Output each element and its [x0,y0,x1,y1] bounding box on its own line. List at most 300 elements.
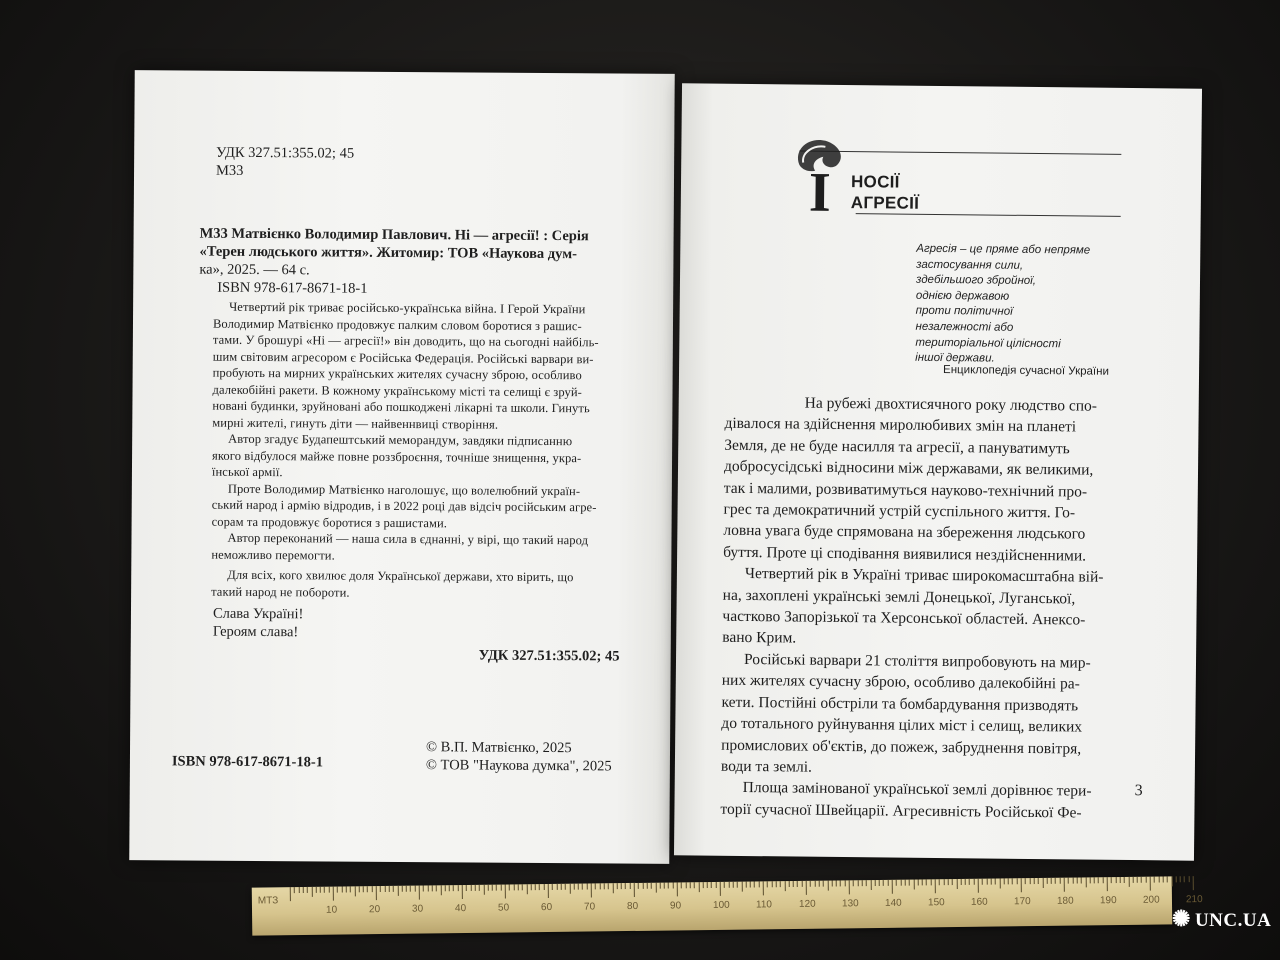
ruler-tick [797,881,798,887]
body-line: На рубежі двохтисячного року людство спо- [804,394,1098,415]
ruler-tick [905,880,906,886]
epigraph-line: здебільшого збройної, [915,273,1037,288]
ruler-tick [862,880,863,886]
ruler-tick [371,886,372,892]
ruler-tick [552,884,553,890]
ruler-tick [857,880,858,886]
ruler-label: 100 [712,899,730,911]
ruler-tick [384,886,385,892]
ruler-tick [930,879,931,885]
ruler-tick [1180,876,1181,882]
ruler-tick [737,882,738,888]
ruler-tick [711,882,712,888]
ruler-tick [879,880,880,886]
body-line: буття. Проте ці сподівання виявилися нездійсненними. [723,543,1087,565]
ruler-tick [943,879,944,885]
ruler-tick [475,885,476,891]
ruler-tick [457,885,458,891]
ruler-tick [1132,877,1133,883]
chapter-title-line-1: НОСІЇ [850,172,900,192]
ruler-tick [470,885,471,891]
ruler-tick [445,885,446,891]
ruler-tick [1008,878,1009,884]
ruler-tick [1184,876,1185,882]
ruler-tick [913,880,914,890]
epigraph-line: застосування сили, [916,258,1024,272]
body-line: так і малими, розвиватимуться науково-технічний про- [723,479,1088,501]
ruler-tick [574,884,575,890]
ruler-tick [926,879,927,885]
body-line: вано Крим. [722,629,797,647]
ruler-tick [1021,878,1022,892]
epigraph-source: Енциклопедія сучасної України [943,364,1109,378]
ruler-tick [1094,877,1095,883]
ruler-tick [715,882,716,888]
ruler-tick [948,879,949,885]
ruler-tick [1115,877,1116,883]
watermark-text: UNC.UA [1194,910,1272,931]
ruler-tick [363,886,364,892]
body-line: ловна увага буде спрямована на збереження людського [723,522,1086,543]
ruler-tick [1029,878,1030,884]
ruler-tick [969,879,970,885]
biblio-line-3: ка», 2025. — 64 с. [199,261,310,279]
body-line: торії сучасної Швейцарії. Агресивність Російської Фе- [720,800,1082,822]
ruler-tick [999,878,1000,888]
ruler-tick [1042,878,1043,888]
ruler-tick [823,881,824,887]
ruler-tick [436,885,437,891]
biblio-line-2: «Терен людського життя». Житомир: ТОВ «Наукова дум- [199,243,577,263]
chapter-numeral: I [808,161,832,224]
ruler-tick [479,885,480,891]
ruler-tick [1163,876,1164,882]
ruler-tick [1137,877,1138,883]
ruler-tick [978,879,979,893]
ruler-tick [290,887,291,901]
ruler-tick [311,887,312,897]
biblio-isbn: ISBN 978-617-8671-18-1 [217,279,368,297]
ruler-label: 200 [1142,894,1160,906]
ruler-tick [960,879,961,885]
ruler-tick [432,885,433,891]
ruler-tick [1055,878,1056,884]
ruler-tick [922,879,923,885]
epigraph-line: Агресія – це пряме або непряме [916,242,1091,257]
ruler-label: 30 [411,903,424,915]
annotation-line: пробують на мирних українських жителях сучасну зброю, особливо [212,365,582,383]
ruler-tick [569,884,570,894]
ruler-tick [1003,878,1004,884]
ruler-maker: МТЗ [257,895,279,907]
ruler-tick [629,883,630,889]
ruler-tick [771,881,772,887]
ruler-tick [840,880,841,886]
ruler-label: 10 [325,904,338,916]
ruler-label: 160 [970,896,988,908]
ruler-tick [298,887,299,893]
ruler-tick [668,883,669,889]
ruler-tick [522,884,523,890]
ruler-tick [741,882,742,892]
ruler-tick [427,885,428,891]
ruler-tick [402,886,403,892]
ruler-tick [776,881,777,887]
ruler-tick [677,882,678,896]
ruler-tick [462,885,463,899]
ruler-tick [466,885,467,891]
ruler-label: 150 [927,897,945,909]
ruler-tick [784,881,785,891]
ruler-tick [870,880,871,890]
epigraph-line: однією державою [915,289,1010,303]
ruler-tick [939,879,940,885]
ruler-tick [453,885,454,891]
annotation-line: такий народ не побороти. [211,584,350,600]
ruler-tick [1081,877,1082,883]
ruler-tick [991,879,992,885]
ruler-tick [896,880,897,886]
ruler-tick [642,883,643,889]
ruler-tick [303,887,304,893]
ruler-tick [750,882,751,888]
ruler-tick [316,887,317,893]
ruler-tick [724,882,725,888]
ruler-tick [440,885,441,895]
ruler-tick [488,885,489,891]
ruler-tick [1089,877,1090,883]
ruler-tick [788,881,789,887]
ruler-tick [328,887,329,893]
body-line: кети. Постійні обстріли та бомбардування призводять [721,693,1079,715]
ruler-tick [582,884,583,890]
annotation-line: далекобійні ракети. В кожному українському місті та селищі є зруй- [212,382,583,399]
ruler-label: 70 [583,901,596,913]
ruler-tick [531,884,532,890]
ruler-label: 210 [1185,894,1203,906]
ruler-tick [608,883,609,889]
ruler-tick [831,881,832,887]
watermark [1172,906,1271,932]
ruler-tick [986,879,987,885]
ruler-tick [539,884,540,890]
ruler-tick [664,883,665,889]
ruler-tick [1077,878,1078,884]
ruler-tick [393,886,394,892]
ruler-tick [1171,876,1172,886]
ruler-tick [307,887,308,893]
epigraph-line: територіальної цілісності [915,336,1061,350]
ruler-tick [883,880,884,886]
ruler-tick [801,881,802,887]
ruler-tick [621,883,622,889]
annotation-line: їнської армії. [211,464,283,480]
ruler-tick [1124,877,1125,883]
epigraph-line: проти політичної [915,305,1013,319]
ruler-tick [965,879,966,885]
ruler-tick [414,886,415,892]
annotation-line: шим світовим агресором є Російська Федерація. Російські варвари ви- [212,349,594,366]
body-line: грес та демократичний устрій суспільного життя. Го- [723,500,1076,522]
ruler-tick [591,883,592,897]
ruler-tick [1025,878,1026,884]
ruler-label: 120 [798,898,816,910]
body-line: на, захоплені українські землі Донецької, Луганської, [722,586,1076,608]
ruler-tick [690,882,691,888]
isbn-bottom: ISBN 978-617-8671-18-1 [171,753,324,771]
bibliographic-entry [199,225,639,300]
closing-1: Слава Україні! [212,605,304,623]
ruler-tick [350,886,351,892]
ruler-tick [1038,878,1039,884]
body-line: них жителях сучасну зброю, особливо далекобійні ра- [721,672,1080,693]
ruler-tick [767,881,768,887]
ruler-tick [638,883,639,889]
ruler-tick [793,881,794,887]
ruler-tick [935,879,936,893]
ruler-tick [1111,877,1112,883]
ruler-tick [982,879,983,885]
ruler-tick [548,884,549,898]
ruler-tick [595,883,596,889]
ruler-tick [556,884,557,890]
ruler-tick [505,885,506,899]
ruler-tick [1167,876,1168,882]
body-line: дівалося на здійснення миролюбивих змін на планеті [724,415,1077,436]
body-line: води та землі. [720,757,813,776]
body-text [720,392,1142,824]
ruler-tick [754,881,755,887]
udk-top: УДК 327.51:355.02; 45 [216,144,355,162]
ruler-tick [849,880,850,894]
ruler-tick [543,884,544,890]
ruler-tick [599,883,600,889]
ruler-tick [483,885,484,895]
ruler-label: 90 [669,900,682,912]
ruler-label: 50 [497,902,510,914]
measuring-ruler [252,876,1203,935]
ruler-tick [836,880,837,886]
epigraph-line: іншої держави. [915,351,995,365]
ruler-label: 20 [368,904,381,916]
annotation-text [211,299,633,603]
body-line: Площа замінованої української землі дорівнює тери- [742,779,1092,800]
ruler-tick [952,879,953,885]
chapter-rule-bottom [856,213,1121,217]
ruler-tick [389,886,390,892]
ruler-tick [617,883,618,889]
ruler-tick [866,880,867,886]
annotation-line: сорам та продовжує боротися з рашистами. [211,514,448,530]
ruler-tick [324,887,325,893]
ruler-tick [561,884,562,890]
ruler-tick [354,886,355,896]
ruler-label: 60 [540,901,553,914]
ruler-tick [827,881,828,891]
ruler-tick [655,883,656,893]
ruler-tick [720,882,721,896]
page-number: 3 [1134,782,1143,800]
ruler-tick [406,886,407,892]
ruler-tick [359,886,360,892]
chapter-title-line-2: АГРЕСІЇ [850,193,920,213]
ruler-tick [956,879,957,889]
body-line: частково Запорізької та Херсонської областей. Анексо- [722,607,1086,629]
ruler-tick [604,883,605,889]
ruler-label: 190 [1099,895,1117,907]
ruler-tick [1150,877,1151,891]
ruler-tick [578,884,579,890]
ruler-tick [1145,877,1146,883]
ruler-tick [367,886,368,892]
ruler-tick [410,886,411,892]
ruler-tick [449,885,450,891]
ruler-tick [565,884,566,890]
ruler-tick [1085,877,1086,887]
ruler-tick [651,883,652,889]
ruler-tick [892,880,893,894]
ruler-tick [1064,878,1065,892]
ruler-tick [853,880,854,886]
ruler-tick [909,880,910,886]
ruler-tick [685,882,686,888]
body-line: Російські варвари 21 століття випробовують на мир- [743,650,1091,672]
right-page [674,83,1202,860]
ruler-tick [1107,877,1108,891]
ruler-tick [1059,878,1060,884]
ruler-tick [341,887,342,893]
ruler-label: 40 [454,903,467,915]
udk-bottom: УДК 327.51:355.02; 45 [478,647,620,665]
annotation-line: Четвертий рік триває російсько-українська війна. І Герой України [229,299,586,317]
ruler-tick [681,882,682,888]
ruler-label: 170 [1013,896,1031,908]
ruler-tick [1016,878,1017,884]
ruler-tick [1141,877,1142,883]
annotation-line: неможливо перемогти. [211,547,335,563]
ruler-tick [806,881,807,895]
ruler-tick [526,884,527,894]
ruler-tick [294,887,295,893]
annotation-line: Проте Володимир Матвієнко наголошує, що волелюбний україн- [227,481,581,498]
copyright-author: © В.П. Матвієнко, 2025 [425,739,572,757]
ruler-tick [746,882,747,888]
ruler-tick [758,881,759,887]
chapter-title [851,171,920,214]
ruler-label: 110 [755,899,773,911]
ruler-tick [814,881,815,887]
ruler-tick [874,880,875,886]
ruler-tick [694,882,695,888]
ruler-tick [1154,877,1155,883]
ruler-tick [819,881,820,887]
ruler-tick [1193,876,1194,890]
ruler-tick [780,881,781,887]
ruler-tick [810,881,811,887]
ruler-tick [707,882,708,888]
ruler-tick [1120,877,1121,883]
ruler-tick [333,887,334,901]
annotation-line: тами. У брошурі «Ні — агресії!» він доводить, що на сьогодні найбіль- [212,332,599,350]
ruler-tick [703,882,704,888]
ruler-tick [1046,878,1047,884]
ruler-tick [733,882,734,888]
ruler-tick [844,880,845,886]
annotation-line: Володимир Матвієнко продовжує палким словом боротися з рашис- [212,316,582,333]
ruler-tick [518,884,519,890]
annotation-line: ський народ і армію відродив, і в 2022 році дав відсіч російським агре- [211,497,597,515]
ruler-tick [917,879,918,885]
ruler-tick [535,884,536,890]
ruler-label: 140 [884,897,902,909]
ruler-tick [672,882,673,888]
ruler-tick [1175,876,1176,882]
ruler-tick [397,886,398,896]
ruler-label: 130 [841,898,859,910]
annotation-line: якого відбулося майже повне роззброєння, точніше знищення, укра- [212,448,582,465]
body-line: до тотального руйнування цілих міст і селищ, великих [721,714,1083,736]
ruler-tick [500,885,501,891]
ruler-tick [900,880,901,886]
ruler-tick [1158,877,1159,883]
ruler-tick [1072,878,1073,884]
ruler-tick [612,883,613,893]
ruler-tick [376,886,377,900]
ruler-tick [492,885,493,891]
left-page [129,70,675,864]
closing-2: Героям слава! [212,623,299,641]
biblio-line-1: М33 Матвієнко Володимир Павлович. Ні — агресії! : Серія [199,225,589,245]
annotation-line: новані будинки, зруйновані або пошкоджені лікарні та школи. Гинуть [212,398,590,416]
star-icon: ✺ [1172,906,1191,931]
body-line: Земля, де не буде насилля та агресії, а пануватимуть [724,436,1070,458]
ruler-tick [995,879,996,885]
ruler-tick [634,883,635,897]
ruler-tick [320,887,321,893]
annotation-line: Автор переконаний — наша сила в єднанні, у вірі, що такий народ [227,530,589,548]
ruler-tick [1188,876,1189,882]
copyright-publisher: © ТОВ "Наукова думка", 2025 [425,757,612,775]
ruler-tick [509,884,510,890]
ruler-tick [346,886,347,892]
body-line: Четвертий рік в Україні триває широкомасштабна вій- [744,565,1104,586]
ruler-tick [728,882,729,888]
ruler-tick [887,880,888,886]
ruler-tick [1051,878,1052,884]
body-line: добросусідські відносини між державами, як великими, [723,457,1094,479]
ruler-tick [763,881,764,895]
ruler-tick [337,887,338,893]
ruler-tick [647,883,648,889]
ruler-tick [698,882,699,892]
ruler-tick [1128,877,1129,887]
ruler-tick [625,883,626,889]
ruler-tick [1102,877,1103,883]
ruler-tick [1034,878,1035,884]
annotation-line: Для всіх, кого хвилює доля Української держави, хто вірить, що [227,567,574,585]
epigraph-line: незалежності або [915,320,1014,334]
ruler-tick [586,884,587,890]
ruler-tick [496,885,497,891]
ruler-label: 180 [1056,895,1074,907]
ruler-tick [513,884,514,890]
body-line: промислових об'єктів, до пожеж, забруднення повітря, [721,736,1082,758]
ruler-tick [423,886,424,892]
ruler-tick [1068,878,1069,884]
ruler-label: 80 [626,900,639,913]
epigraph [915,242,1136,369]
ruler-tick [1012,878,1013,884]
